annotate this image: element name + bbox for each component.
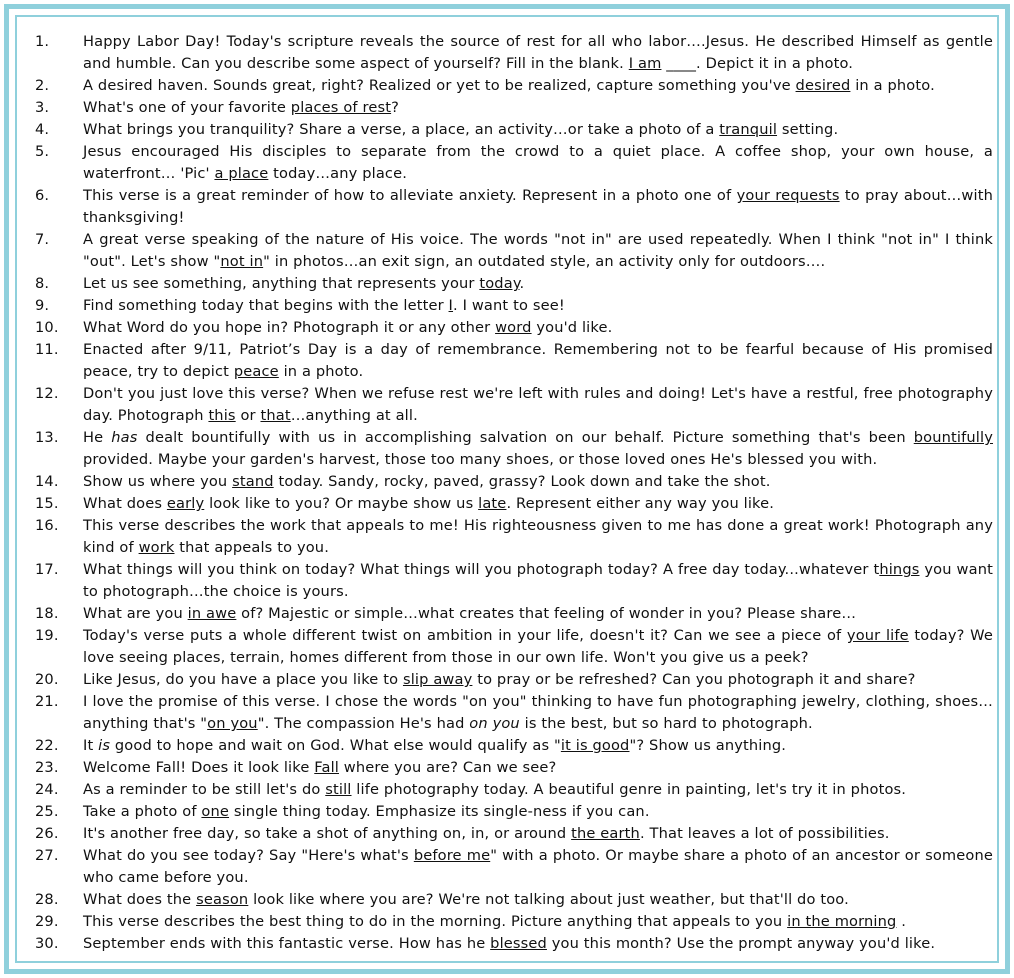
prompt-item bbox=[35, 229, 993, 273]
prompt-number: 9. bbox=[35, 297, 50, 314]
prompt-text bbox=[83, 493, 993, 515]
prompt-text bbox=[83, 779, 993, 801]
prompt-number: 27. bbox=[35, 847, 59, 864]
prompt-text-segment: This verse is a great reminder of how to alleviate anxiety. Represent in a photo one of bbox=[83, 187, 737, 204]
prompt-text-segment: . That leaves a lot of possibilities. bbox=[639, 825, 890, 842]
prompt-text-segment: Don't you just love this verse? When we refuse rest we're left with rules and doing! Let's have a restful, free photography day. Photograph bbox=[83, 385, 993, 424]
prompt-text bbox=[83, 273, 993, 295]
page-border-inner bbox=[15, 15, 999, 963]
prompt-number: 12. bbox=[35, 385, 59, 402]
prompt-text bbox=[83, 801, 993, 823]
prompt-text-segment: today…any place. bbox=[268, 165, 408, 182]
prompt-text-segment: ? bbox=[391, 99, 399, 116]
prompt-item bbox=[35, 669, 993, 691]
prompt-text-segment: single thing today. Emphasize its single-ness if you can. bbox=[229, 803, 650, 820]
prompt-text-segment: What's one of your favorite bbox=[83, 99, 291, 116]
prompt-text bbox=[83, 625, 993, 669]
prompt-text-segment: This verse describes the work that appeals to me! His righteousness given to me has done a great work! Photograph any kind of bbox=[83, 517, 993, 556]
prompt-text-segment: look like to you? Or maybe show us bbox=[204, 495, 479, 512]
prompt-text bbox=[83, 317, 993, 339]
prompt-number: 6. bbox=[35, 187, 50, 204]
prompt-text bbox=[83, 735, 993, 757]
prompt-item bbox=[35, 559, 993, 603]
prompt-text-segment: What things will you think on today? What things will you photograph today? A free day today...whatever t bbox=[83, 561, 880, 578]
prompt-number: 4. bbox=[35, 121, 50, 138]
prompt-text-segment: "? Show us anything. bbox=[629, 737, 787, 754]
prompt-item bbox=[35, 31, 993, 75]
prompt-number: 30. bbox=[35, 935, 59, 952]
prompt-text-segment: " in photos…an exit sign, an outdated style, an activity only for outdoors…. bbox=[263, 253, 826, 270]
prompt-number: 22. bbox=[35, 737, 59, 754]
prompt-number: 16. bbox=[35, 517, 59, 534]
prompt-text-segment: that appeals to you. bbox=[174, 539, 329, 556]
prompt-text-segment: you'd like. bbox=[531, 319, 613, 336]
prompt-text-segment: in a photo. bbox=[278, 363, 364, 380]
prompt-number: 24. bbox=[35, 781, 59, 798]
prompt-text bbox=[83, 471, 993, 493]
prompt-number: 19. bbox=[35, 627, 59, 644]
prompt-text-segment: I love the promise of this verse. I chose the words "on you" thinking to have fun photographing jewelry, clothing, shoes…anything that's " bbox=[83, 693, 993, 732]
prompt-text-segment: What does the bbox=[83, 891, 197, 908]
prompt-text-segment: " with a photo. Or maybe share a photo of an ancestor or someone who came before you. bbox=[83, 847, 993, 886]
underlined-keyword: before me bbox=[413, 847, 491, 864]
underlined-keyword: Fall bbox=[314, 759, 339, 776]
underlined-keyword: late bbox=[478, 495, 507, 512]
prompt-number: 28. bbox=[35, 891, 59, 908]
prompt-text bbox=[83, 515, 993, 559]
prompt-text-segment: . Represent either any way you like. bbox=[506, 495, 775, 512]
prompt-text bbox=[83, 383, 993, 427]
prompt-text-segment: . I want to see! bbox=[453, 297, 565, 314]
prompt-text-segment: A great verse speaking of the nature of His voice. The words "not in" are used repeatedly. When I think "not in" I think "out". Let's show " bbox=[83, 231, 993, 270]
prompt-number: 7. bbox=[35, 231, 50, 248]
prompt-item bbox=[35, 75, 993, 97]
prompt-text-segment: Take a photo of bbox=[83, 803, 202, 820]
underlined-keyword: places of rest bbox=[290, 99, 392, 116]
prompt-text-segment: He bbox=[83, 429, 112, 446]
prompt-text bbox=[83, 823, 993, 845]
prompt-text-segment: Find something today that begins with the letter bbox=[83, 297, 449, 314]
prompt-item bbox=[35, 317, 993, 339]
prompt-number: 25. bbox=[35, 803, 59, 820]
prompt-text bbox=[83, 427, 993, 471]
prompt-number: 14. bbox=[35, 473, 59, 490]
prompt-text bbox=[83, 295, 993, 317]
prompt-number: 8. bbox=[35, 275, 50, 292]
underlined-keyword: the earth bbox=[571, 825, 640, 842]
prompt-text-segment: life photography today. A beautiful genre in painting, let's try it in photos. bbox=[351, 781, 907, 798]
prompt-text bbox=[83, 845, 993, 889]
prompt-text-segment: in a photo. bbox=[850, 77, 935, 94]
prompt-text-segment: to pray about…with thanksgiving! bbox=[83, 187, 993, 226]
prompt-text bbox=[83, 669, 993, 691]
prompt-text-segment: today. Sandy, rocky, paved, grassy? Look down and take the shot. bbox=[273, 473, 771, 490]
prompt-text-segment: What Word do you hope in? Photograph it or any other bbox=[83, 319, 496, 336]
prompt-text-segment: ____. Depict it in a photo. bbox=[661, 55, 854, 72]
prompt-text-segment: Show us where you bbox=[83, 473, 233, 490]
prompt-item bbox=[35, 933, 993, 955]
prompt-text-segment: What are you bbox=[83, 605, 188, 622]
prompt-item bbox=[35, 625, 993, 669]
underlined-keyword: tranquil bbox=[719, 121, 778, 138]
underlined-keyword: work bbox=[138, 539, 175, 556]
prompt-item bbox=[35, 889, 993, 911]
prompt-text bbox=[83, 339, 993, 383]
underlined-keyword: word bbox=[495, 319, 532, 336]
prompt-text-segment: What brings you tranquility? Share a verse, a place, an activity…or take a photo of a bbox=[83, 121, 720, 138]
prompt-text bbox=[83, 141, 993, 185]
prompt-text bbox=[83, 691, 993, 735]
prompt-text-segment: you this month? Use the prompt anyway you'd like. bbox=[546, 935, 936, 952]
prompt-text-segment: Welcome Fall! Does it look like bbox=[83, 759, 315, 776]
italic-text: is bbox=[98, 737, 111, 754]
underlined-keyword: in awe bbox=[187, 605, 237, 622]
prompt-text-segment: where you are? Can we see? bbox=[338, 759, 557, 776]
underlined-keyword: this bbox=[208, 407, 236, 424]
prompt-text-segment: September ends with this fantastic verse. How has he bbox=[83, 935, 491, 952]
prompt-text-segment: As a reminder to be still let's do bbox=[83, 781, 326, 798]
prompt-item bbox=[35, 691, 993, 735]
prompt-item bbox=[35, 97, 993, 119]
underlined-keyword: I bbox=[448, 297, 454, 314]
prompt-text bbox=[83, 75, 993, 97]
underlined-keyword: on you bbox=[207, 715, 258, 732]
prompt-text-segment: Happy Labor Day! Today's scripture reveals the source of rest for all who labor….Jesus. He described Himself as gentle and humble. Can you describe some aspect of yourself? Fill in the blank. bbox=[83, 33, 993, 72]
prompt-item bbox=[35, 779, 993, 801]
prompt-text bbox=[83, 559, 993, 603]
prompt-number: 29. bbox=[35, 913, 59, 930]
prompt-text-segment: Jesus encouraged His disciples to separate from the crowd to a quiet place. A coffee shop, your own house, a waterfront… 'Pic' bbox=[83, 143, 993, 182]
prompt-list bbox=[35, 31, 993, 955]
underlined-keyword: peace bbox=[233, 363, 279, 380]
prompt-item bbox=[35, 735, 993, 757]
prompt-number: 26. bbox=[35, 825, 59, 842]
underlined-keyword: hings bbox=[879, 561, 920, 578]
prompt-text-segment: setting. bbox=[777, 121, 839, 138]
prompt-text bbox=[83, 889, 993, 911]
prompt-text-segment: Like Jesus, do you have a place you like to bbox=[83, 671, 403, 688]
underlined-keyword: that bbox=[260, 407, 291, 424]
prompt-item bbox=[35, 119, 993, 141]
prompt-text-segment: Today's verse puts a whole different twist on ambition in your life, doesn't it? Can we see a piece of bbox=[83, 627, 847, 644]
underlined-keyword: a place bbox=[214, 165, 269, 182]
underlined-keyword: stand bbox=[232, 473, 274, 490]
underlined-keyword: desired bbox=[795, 77, 851, 94]
underlined-keyword: season bbox=[196, 891, 249, 908]
prompt-item bbox=[35, 185, 993, 229]
prompt-text bbox=[83, 933, 993, 955]
prompt-number: 10. bbox=[35, 319, 59, 336]
prompt-text-segment: of? Majestic or simple…what creates that feeling of wonder in you? Please share… bbox=[236, 605, 857, 622]
underlined-keyword: blessed bbox=[490, 935, 547, 952]
prompt-number: 13. bbox=[35, 429, 59, 446]
prompt-text bbox=[83, 229, 993, 273]
prompt-item bbox=[35, 273, 993, 295]
prompt-text-segment: It bbox=[83, 737, 99, 754]
prompt-text-segment: look like where you are? We're not talking about just weather, but that'll do too. bbox=[248, 891, 849, 908]
italic-text: has bbox=[111, 429, 138, 446]
prompt-text-segment: to pray or be refreshed? Can you photograph it and share? bbox=[472, 671, 916, 688]
prompt-number: 3. bbox=[35, 99, 50, 116]
prompt-text-segment: What do you see today? Say "Here's what's bbox=[83, 847, 414, 864]
prompt-text-segment: This verse describes the best thing to do in the morning. Picture anything that appeals to you bbox=[83, 913, 788, 930]
prompt-text-segment: Enacted after 9/11, Patriot’s Day is a day of remembrance. Remembering not to be fearful because of His promised peace, try to depict bbox=[83, 341, 993, 380]
prompt-text-segment: Let us see something, anything that represents your bbox=[83, 275, 480, 292]
prompt-item bbox=[35, 141, 993, 185]
underlined-keyword: today bbox=[479, 275, 520, 292]
prompt-number: 15. bbox=[35, 495, 59, 512]
underlined-keyword: one bbox=[201, 803, 230, 820]
prompt-item bbox=[35, 515, 993, 559]
prompt-item bbox=[35, 383, 993, 427]
prompt-text bbox=[83, 911, 993, 933]
prompt-text-segment: you want to photograph…the choice is yours. bbox=[83, 561, 993, 600]
prompt-number: 5. bbox=[35, 143, 50, 160]
prompt-item bbox=[35, 845, 993, 889]
prompt-text-segment: provided. Maybe your garden's harvest, those too many shoes, or those loved ones He's blessed you with. bbox=[83, 451, 878, 468]
page-border-outer bbox=[4, 4, 1010, 974]
prompt-item bbox=[35, 493, 993, 515]
prompt-number: 2. bbox=[35, 77, 50, 94]
prompt-number: 18. bbox=[35, 605, 59, 622]
prompt-text-segment: ". The compassion He's had bbox=[257, 715, 470, 732]
prompt-number: 21. bbox=[35, 693, 59, 710]
prompt-text-segment: A desired haven. Sounds great, right? Realized or yet to be realized, capture something you've bbox=[83, 77, 796, 94]
prompt-text-segment: today? We love seeing places, terrain, homes different from those in our own life. Won't you give us a peek? bbox=[83, 627, 993, 666]
prompt-text-segment: . bbox=[896, 913, 907, 930]
underlined-keyword: it is good bbox=[560, 737, 630, 754]
underlined-keyword: I am bbox=[628, 55, 662, 72]
underlined-keyword: in the morning bbox=[787, 913, 897, 930]
prompt-text-segment: or bbox=[235, 407, 261, 424]
prompt-text-segment: good to hope and wait on God. What else would qualify as " bbox=[110, 737, 561, 754]
prompt-item bbox=[35, 911, 993, 933]
prompt-item bbox=[35, 801, 993, 823]
prompt-text bbox=[83, 185, 993, 229]
underlined-keyword: not in bbox=[220, 253, 264, 270]
prompt-text-segment: . bbox=[519, 275, 525, 292]
underlined-keyword: bountifully bbox=[913, 429, 993, 446]
prompt-number: 11. bbox=[35, 341, 59, 358]
prompt-item bbox=[35, 603, 993, 625]
underlined-keyword: slip away bbox=[402, 671, 473, 688]
prompt-text bbox=[83, 757, 993, 779]
prompt-text bbox=[83, 603, 993, 625]
prompt-item bbox=[35, 757, 993, 779]
underlined-keyword: your life bbox=[846, 627, 909, 644]
prompt-text-segment: dealt bountifully with us in accomplishing salvation on our behalf. Picture something that's been bbox=[137, 429, 914, 446]
prompt-item bbox=[35, 471, 993, 493]
prompt-number: 1. bbox=[35, 33, 50, 50]
prompt-number: 20. bbox=[35, 671, 59, 688]
prompt-number: 17. bbox=[35, 561, 59, 578]
underlined-keyword: still bbox=[325, 781, 352, 798]
prompt-text-segment: is the best, but so hard to photograph. bbox=[519, 715, 813, 732]
prompt-text-segment: It's another free day, so take a shot of anything on, in, or around bbox=[83, 825, 572, 842]
prompt-text bbox=[83, 31, 993, 75]
underlined-keyword: your requests bbox=[736, 187, 840, 204]
prompt-item bbox=[35, 427, 993, 471]
prompt-text-segment: What does bbox=[83, 495, 167, 512]
prompt-item bbox=[35, 823, 993, 845]
prompt-item bbox=[35, 339, 993, 383]
prompt-number: 23. bbox=[35, 759, 59, 776]
prompt-text bbox=[83, 119, 993, 141]
italic-text: on you bbox=[469, 715, 520, 732]
prompt-text-segment: …anything at all. bbox=[290, 407, 418, 424]
prompt-text bbox=[83, 97, 993, 119]
prompt-item bbox=[35, 295, 993, 317]
underlined-keyword: early bbox=[166, 495, 205, 512]
